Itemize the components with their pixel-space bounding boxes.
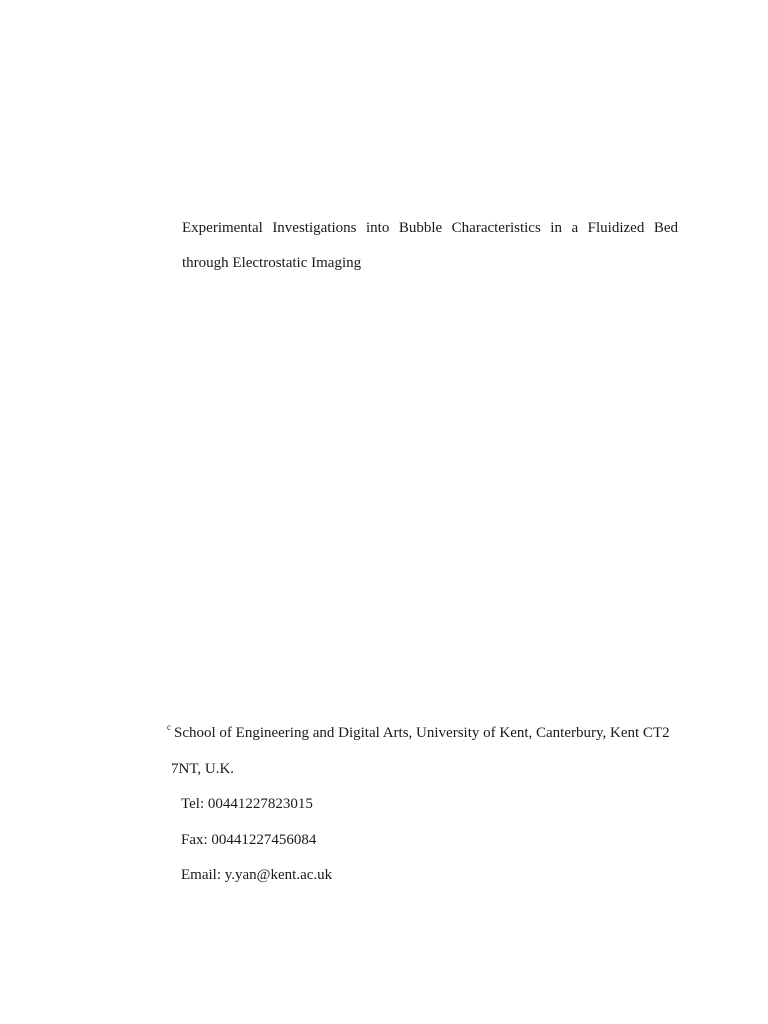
affiliation-text-1: School of Engineering and Digital Arts, University of Kent, Canterbury, Kent CT2 <box>174 725 670 741</box>
fax-number: Fax: 00441227456084 <box>181 831 317 848</box>
affiliation-line-1 <box>167 710 687 752</box>
telephone-number: Tel: 00441227823015 <box>181 796 313 812</box>
affiliation-line-2: 7NT, U.K. <box>171 760 235 777</box>
title-line-2: through Electrostatic Imaging <box>182 255 362 271</box>
email-address: Email: y.yan@kent.ac.uk <box>181 867 333 883</box>
paper-title <box>182 211 678 281</box>
title-line-1: Experimental Investigations into Bubble Characteristics in a Fluidized Bed <box>182 220 678 236</box>
affiliation-marker: c <box>167 722 171 732</box>
author-affiliation-block <box>167 710 687 894</box>
